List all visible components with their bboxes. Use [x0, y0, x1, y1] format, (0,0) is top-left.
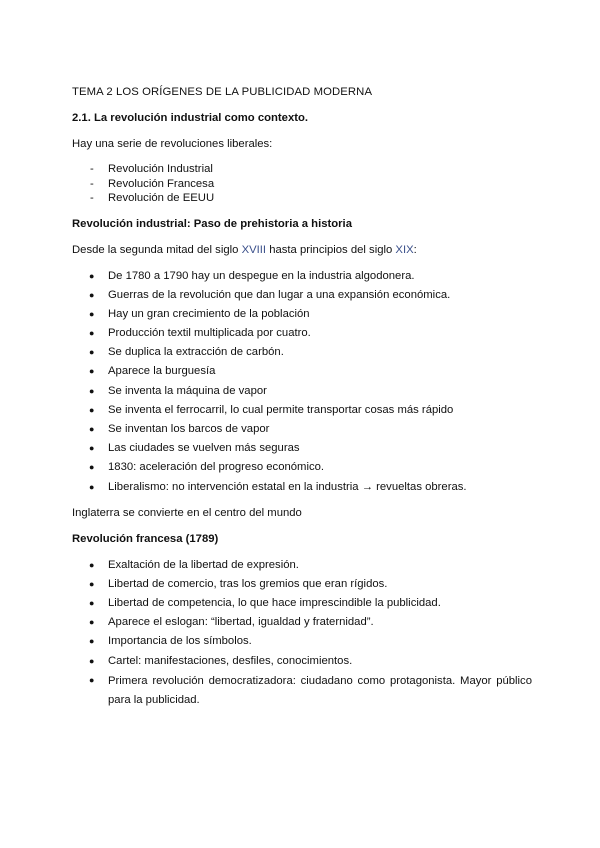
list-item-text: Se inventa la máquina de vapor: [108, 384, 267, 397]
bullet-icon: ●: [89, 443, 95, 454]
bullet-icon: ●: [89, 655, 95, 666]
dash-marker: -: [90, 177, 94, 190]
document-title: TEMA 2 LOS ORÍGENES DE LA PUBLICIDAD MODERNA: [72, 86, 373, 98]
bullet-icon: ●: [89, 617, 95, 628]
list-item-text: Se inventan los barcos de vapor: [108, 423, 270, 435]
list-item-text: Aparece el eslogan: “libertad, igualdad y fraternidad”.: [108, 616, 374, 629]
bullet-icon: ●: [89, 597, 95, 608]
french-revolution-list: [72, 557, 532, 710]
list-item-text: Aparece la burguesía: [108, 365, 216, 378]
list-item: [72, 479, 532, 495]
list-item-text: Cartel: manifestaciones, desfiles, conocimientos.: [108, 654, 353, 667]
list-item: [72, 421, 532, 437]
bullet-icon: ●: [89, 424, 95, 434]
list-item: [72, 402, 532, 418]
list-item: [72, 363, 532, 379]
bullet-icon: ●: [89, 366, 95, 377]
list-item: [72, 268, 532, 284]
list-item: [72, 191, 532, 206]
intro-text: Desde la segunda mitad del siglo: [72, 243, 242, 256]
list-item: [72, 459, 532, 475]
bullet-icon: ●: [89, 404, 95, 415]
bullet-icon: ●: [89, 674, 95, 685]
list-item-text: Liberalismo: no intervención estatal en la industria → revueltas obreras.: [108, 480, 467, 493]
list-item-text: Primera revolución democratizadora: ciudadano como protagonista. Mayor público para la publicidad.: [108, 674, 532, 706]
list-item-text: Hay un gran crecimiento de la población: [108, 307, 310, 320]
document-page: [72, 84, 532, 720]
bullet-icon: ●: [89, 289, 95, 300]
bullet-icon: ●: [89, 385, 95, 396]
section-heading-industrial-context: 2.1. La revolución industrial como contexto.: [72, 112, 309, 124]
list-item-text: Revolución Francesa: [108, 177, 215, 190]
bullet-icon: ●: [89, 270, 95, 281]
list-item-text: Libertad de comercio, tras los gremios que eran rígidos.: [108, 577, 388, 590]
list-item-text: De 1780 a 1790 hay un despegue en la industria algodonera.: [108, 269, 415, 282]
bullet-icon: ●: [89, 636, 95, 647]
dash-marker: -: [90, 192, 94, 204]
section-heading-french-revolution: Revolución francesa (1789): [72, 532, 219, 545]
list-item-text: Revolución de EEUU: [108, 192, 215, 204]
list-item-text: Producción textil multiplicada por cuatro.: [108, 327, 311, 340]
list-item: [72, 287, 532, 303]
list-item-text: Se inventa el ferrocarril, lo cual permite transportar cosas más rápido: [108, 403, 454, 416]
list-item: [72, 576, 532, 592]
bullet-icon: ●: [89, 328, 95, 339]
list-item-text: Las ciudades se vuelven más seguras: [108, 442, 300, 455]
dash-marker: -: [90, 163, 94, 175]
bullet-icon: ●: [89, 308, 95, 319]
bullet-icon: ●: [89, 481, 95, 492]
list-item: [72, 672, 532, 710]
bullet-icon: ●: [89, 462, 95, 473]
list-item: [72, 595, 532, 611]
list-item: [72, 440, 532, 456]
list-item: [72, 633, 532, 649]
industrial-revolution-list: [72, 268, 532, 495]
century-roman-19: XIX: [395, 243, 414, 256]
list-item-text: 1830: aceleración del progreso económico.: [108, 461, 325, 474]
list-item: [72, 344, 532, 360]
century-roman-18: XVIII: [241, 243, 267, 256]
list-item-text: Exaltación de la libertad de expresión.: [108, 558, 299, 571]
list-item: [72, 653, 532, 669]
list-item: [72, 306, 532, 322]
list-item: [72, 177, 532, 192]
bullet-icon: ●: [89, 347, 95, 358]
list-item-text: Revolución Industrial: [108, 163, 213, 175]
liberal-revolutions-intro: Hay una serie de revoluciones liberales:: [72, 138, 273, 150]
section-heading-industrial-revolution: Revolución industrial: Paso de prehistoria a historia: [72, 217, 352, 230]
revolutions-list: [72, 162, 532, 206]
list-item-text: Libertad de competencia, lo que hace imprescindible la publicidad.: [108, 596, 441, 609]
list-item: [72, 557, 532, 573]
intro-text: :: [413, 243, 417, 256]
list-item: [72, 614, 532, 630]
list-item: [72, 383, 532, 399]
list-item-text: Importancia de los símbolos.: [108, 635, 252, 648]
industrial-period-intro: [72, 242, 532, 258]
intro-text: hasta principios del siglo: [266, 243, 396, 256]
list-item-text: Guerras de la revolución que dan lugar a una expansión económica.: [108, 288, 451, 301]
england-center-statement: Inglaterra se convierte en el centro del mundo: [72, 506, 302, 519]
list-item-text: Se duplica la extracción de carbón.: [108, 346, 284, 359]
list-item: [72, 162, 532, 177]
bullet-icon: ●: [89, 559, 95, 570]
list-item: [72, 325, 532, 341]
bullet-icon: ●: [89, 578, 95, 589]
